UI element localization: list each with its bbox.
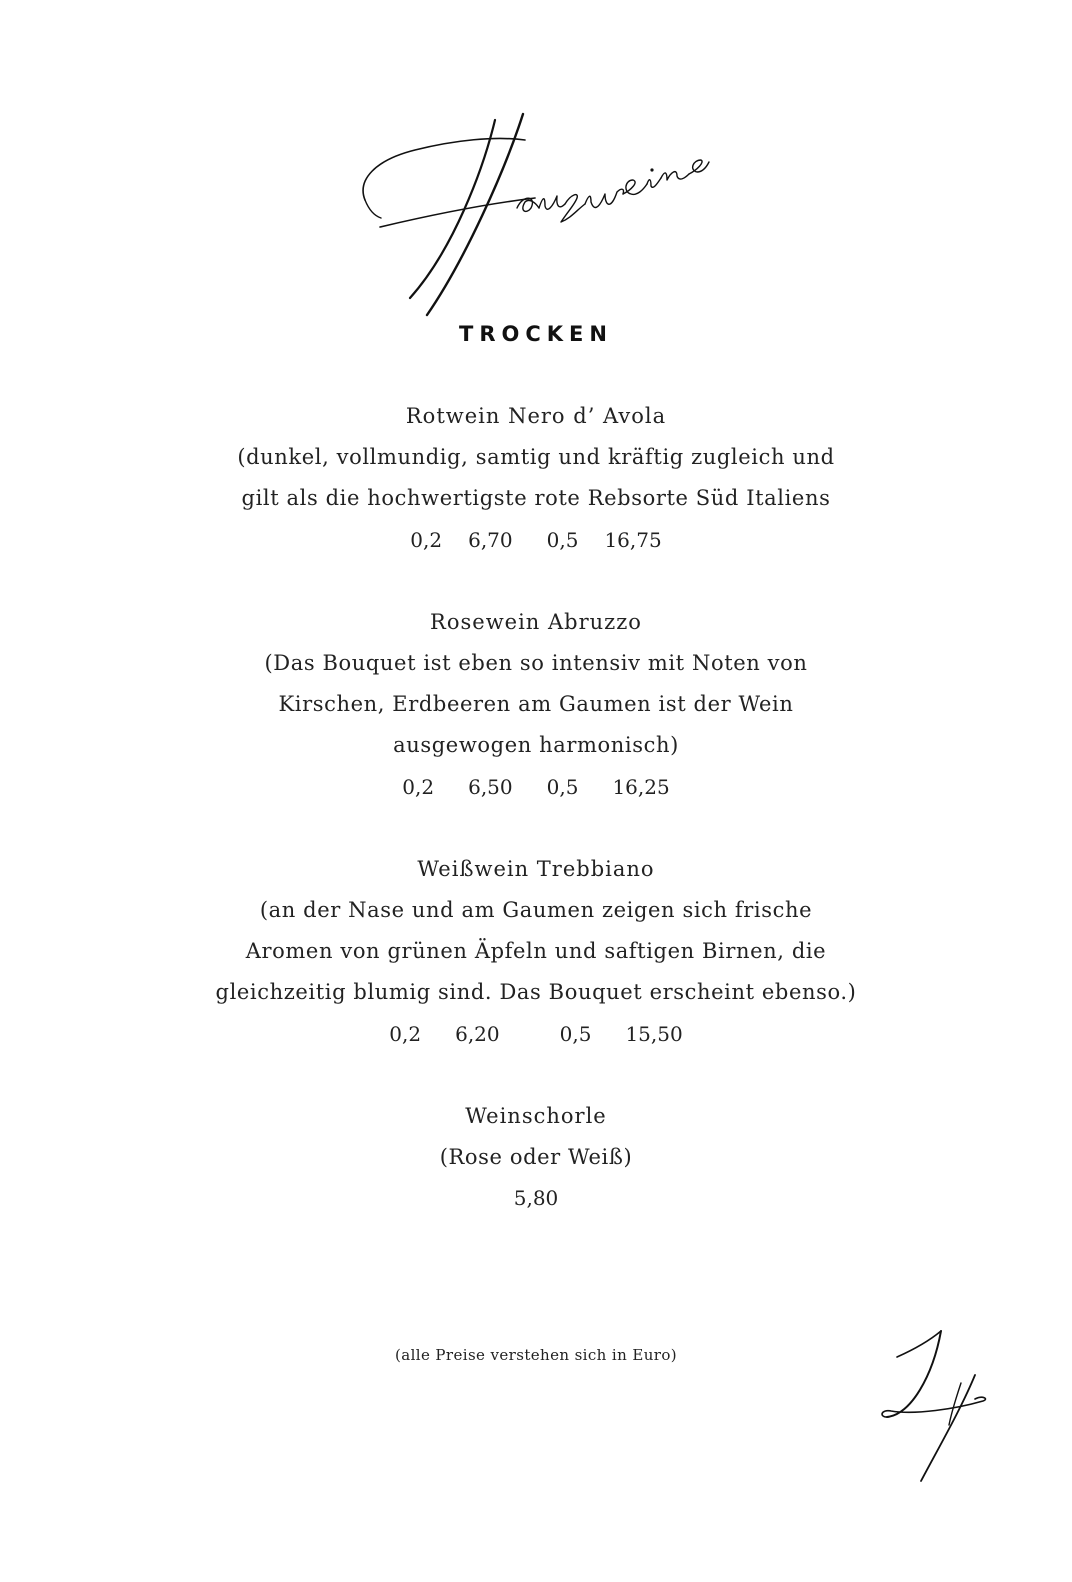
wine-description-line: (dunkel, vollmundig, samtig und kräftig zugleich und — [237, 445, 835, 470]
wine-name: Rosewein Abruzzo — [430, 609, 642, 634]
size-label: 0,2 — [402, 774, 435, 799]
wine-item — [0, 396, 1072, 561]
wine-description-line: gilt als die hochwertigste rote Rebsorte Süd Italiens — [241, 486, 831, 511]
wine-description-line: (Das Bouquet ist eben so intensiv mit Noten von — [264, 651, 808, 676]
wine-name: Weinschorle — [465, 1103, 607, 1128]
price-value: 15,50 — [625, 1021, 683, 1046]
price-value: 6,20 — [455, 1021, 500, 1046]
wine-item — [0, 849, 1072, 1055]
price-row — [0, 1014, 1072, 1055]
price-value: 6,70 — [468, 527, 513, 552]
wine-description-line: ausgewogen harmonisch) — [393, 733, 679, 758]
price-row — [0, 520, 1072, 561]
wine-list — [0, 396, 1072, 1219]
size-label: 0,5 — [546, 527, 579, 552]
wine-name: Rotwein Nero d’ Avola — [405, 404, 667, 428]
section-heading: TROCKEN — [459, 322, 613, 346]
price-value: 6,50 — [468, 774, 513, 799]
size-label: 0,2 — [389, 1021, 422, 1046]
wine-description-line: (an der Nase und am Gaumen zeigen sich frische — [259, 898, 813, 923]
wine-description-line: (Rose oder Weiß) — [439, 1145, 633, 1170]
wine-item — [0, 602, 1072, 808]
wine-item — [0, 1096, 1072, 1220]
price-value: 16,25 — [612, 774, 670, 799]
wine-name: Weißwein Trebbiano — [417, 856, 655, 881]
price-value: 16,75 — [604, 527, 662, 552]
script-title-hausweine — [355, 110, 715, 320]
price-row — [0, 767, 1072, 808]
size-label: 0,2 — [410, 527, 443, 552]
size-label: 0,5 — [559, 1021, 592, 1046]
size-label: 0,5 — [546, 774, 579, 799]
currency-note: (alle Preise verstehen sich in Euro) — [394, 1346, 678, 1364]
price-value: 5,80 — [513, 1186, 559, 1211]
wine-description-line: Kirschen, Erdbeeren am Gaumen ist der Wein — [278, 692, 794, 717]
page-number-14 — [875, 1325, 995, 1490]
wine-description-line: Aromen von grünen Äpfeln und saftigen Birnen, die — [245, 939, 827, 964]
wine-description-line: gleichzeitig blumig sind. Das Bouquet erscheint ebenso.) — [215, 980, 857, 1005]
